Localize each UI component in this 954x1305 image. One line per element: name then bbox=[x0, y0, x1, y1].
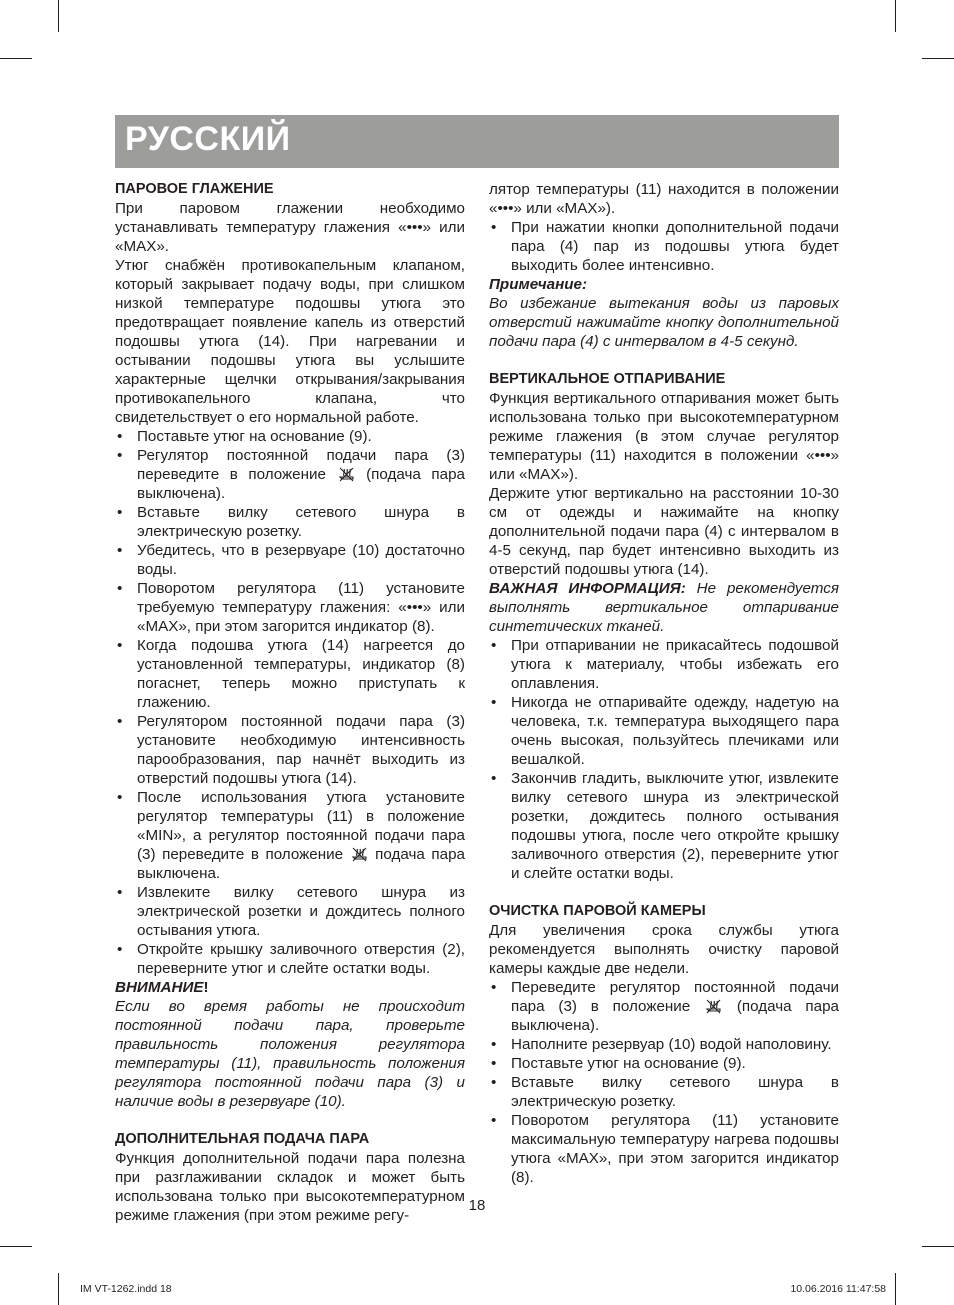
note-text: Во избежание вытекания воды из паровых отверстий нажимайте кнопку дополнительной подачи пара (4) с интервалом в 4-5 секунд. bbox=[489, 295, 839, 350]
crop-mark bbox=[922, 58, 954, 59]
important-text: Не рекомендуется выполнять вертикальное отпаривание синтетических тканей. bbox=[489, 580, 839, 635]
list-item-text: Извлеките вилку сетевого шнура из электрической розетки и дождитесь полного остывания утюга. bbox=[137, 884, 465, 939]
list-item bbox=[115, 427, 465, 446]
list-item bbox=[115, 541, 465, 579]
list-item-text: Вставьте вилку сетевого шнура в электрическую розетку. bbox=[511, 1074, 839, 1110]
list-item-text: При нажатии кнопки дополнительной подачи пара (4) пар из подошвы утюга будет выходить более интенсивно. bbox=[511, 219, 839, 274]
list-item bbox=[489, 1035, 839, 1054]
list-item-text: Регулятором постоянной подачи пара (3) установите необходимую интенсивность парообразования, пар начнёт выходить из отверстий подошвы утюга (14). bbox=[137, 713, 465, 787]
bullet: • bbox=[491, 979, 497, 996]
list-item-text: Закончив гладить, выключите утюг, извлеките вилку сетевого шнура из электрической розетки, дождитесь полного остывания подошвы утюга, после чего откройте крышку заливочного отверстия (2), переверните утюг и слейте остатки воды. bbox=[511, 770, 839, 882]
list-item-text: Откройте крышку заливочного отверстия (2), переверните утюг и слейте остатки воды. bbox=[137, 941, 465, 977]
list-item bbox=[489, 978, 839, 1035]
list-item-text: Когда подошва утюга (14) нагреется до установленной температуры, индикатор (8) погаснет, теперь можно приступать к глажению. bbox=[137, 637, 465, 711]
list-item-text: Наполните резервуар (10) водой наполовину. bbox=[511, 1036, 832, 1053]
steam-ironing-antidrip: Утюг снабжён противокапельным клапаном, который закрывает подачу воды, при слишком низкой температуре подошвы утюга это предотвращает появление капель из отверстий подошвы утюга (14). При нагревании и остывании подошвы утюга вы услышите характерные щелчки открывания/закрывания противокапельного клапана, что свидетельствует о его нормальной работе. bbox=[115, 257, 465, 426]
list-item-text: Поставьте утюг на основание (9). bbox=[511, 1055, 746, 1072]
vertical-text2: Держите утюг вертикально на расстоянии 10-30 см от одежды и нажимайте на кнопку дополнительной подачи пара (4) с интервалом в 4-5 секунд, пар будет интенсивно выходить из отверстий подошвы утюга (14). bbox=[489, 485, 839, 578]
bullet: • bbox=[117, 504, 123, 521]
bullet: • bbox=[491, 1074, 497, 1091]
list-item-text: Переведите регулятор постоянной подачи пара (3) в положение bbox=[511, 979, 839, 1015]
crop-mark bbox=[895, 1273, 896, 1305]
footer-datetime: 10.06.2016 11:47:58 bbox=[790, 1283, 886, 1295]
list-item bbox=[115, 788, 465, 883]
right-column bbox=[489, 180, 839, 1187]
warning-title: ВНИМАНИЕ bbox=[115, 979, 204, 996]
warning-heading bbox=[115, 978, 465, 997]
section-title-extra-steam: ДОПОЛНИТЕЛЬНАЯ ПОДАЧА ПАРА bbox=[115, 1131, 370, 1147]
cleaning-intro: Для увеличения срока службы утюга рекомендуется выполнять очистку паровой камеры каждые две недели. bbox=[489, 922, 839, 977]
bullet: • bbox=[117, 542, 123, 559]
list-item bbox=[489, 1054, 839, 1073]
list-item-text: подача пара выключена. bbox=[137, 846, 465, 882]
crop-mark bbox=[0, 1246, 32, 1247]
bullet: • bbox=[117, 884, 123, 901]
list-item bbox=[489, 1073, 839, 1111]
extra-steam-text-part1: Функция дополнительной подачи пара полезна при разглаживании складок и может быть использована только при высокотемпературном режиме глажения (при этом режиме регу- bbox=[115, 1150, 465, 1224]
list-item bbox=[489, 769, 839, 883]
bullet: • bbox=[117, 580, 123, 597]
left-column bbox=[115, 180, 465, 1225]
page-number: 18 bbox=[468, 1197, 486, 1214]
important-title: ВАЖНАЯ ИНФОРМАЦИЯ: bbox=[489, 580, 686, 597]
warning-text: Если во время работы не происходит постоянной подачи пара, проверьте правильность положения регулятора температуры (11), правильность положения регулятора постоянной подачи пара (3) и наличие воды в резервуаре (10). bbox=[115, 998, 465, 1110]
bullet: • bbox=[491, 637, 497, 654]
list-item-text: Поставьте утюг на основание (9). bbox=[137, 428, 372, 445]
list-item bbox=[489, 218, 839, 275]
bullet: • bbox=[491, 1055, 497, 1072]
section-title-cleaning: ОЧИСТКА ПАРОВОЙ КАМЕРЫ bbox=[489, 903, 706, 919]
bullet: • bbox=[117, 789, 123, 806]
list-item-text: После использования утюга установите регулятор температуры (11) в положение «MIN», а регулятор постоянной подачи пара (3) переведите в положение bbox=[137, 789, 465, 863]
crop-mark bbox=[58, 1273, 59, 1305]
section-title-steam-ironing: ПАРОВОЕ ГЛАЖЕНИЕ bbox=[115, 181, 274, 197]
list-item bbox=[115, 579, 465, 636]
list-item bbox=[115, 940, 465, 978]
important-info bbox=[489, 579, 839, 636]
bullet: • bbox=[491, 1112, 497, 1129]
list-item bbox=[115, 883, 465, 940]
vertical-text1: Функция вертикального отпаривания может быть использована только при высокотемпературном режиме глажения (в этом случае регулятор температуры (11) находится в положении «•••» или «MAX»). bbox=[489, 390, 839, 483]
extra-steam-text-part2: лятор температуры (11) находится в положении «•••» или «MAX»). bbox=[489, 181, 839, 217]
bullet: • bbox=[117, 447, 123, 464]
bullet: • bbox=[117, 428, 123, 445]
footer-file: IM VT-1262.indd 18 bbox=[80, 1283, 172, 1295]
crop-mark bbox=[922, 1246, 954, 1247]
list-item-text: Регулятор постоянной подачи пара (3) переведите в положение bbox=[137, 447, 465, 483]
language-banner bbox=[115, 115, 839, 168]
bullet: • bbox=[117, 941, 123, 958]
list-item-text: Никогда не отпаривайте одежду, надетую на человека, т.к. температура выходящего пара очень высокая, пользуйтесь плечиками или вешалкой. bbox=[511, 694, 839, 768]
bullet: • bbox=[491, 694, 497, 711]
steam-ironing-intro: При паровом глажении необходимо устанавливать температуру глажения «•••» или «MAX». bbox=[115, 200, 465, 255]
section-title-vertical: ВЕРТИКАЛЬНОЕ ОТПАРИВАНИЕ bbox=[489, 371, 726, 387]
list-item-text: Поворотом регулятора (11) установите требуемую температуру глажения: «•••» или «MAX», при этом загорится индикатор (8). bbox=[137, 580, 465, 635]
list-item bbox=[489, 636, 839, 693]
list-item-text: (подача пара выключена). bbox=[511, 998, 839, 1034]
list-item bbox=[115, 446, 465, 503]
list-item bbox=[489, 1111, 839, 1187]
note-title: Примечание: bbox=[489, 276, 588, 293]
list-item bbox=[115, 636, 465, 712]
bullet: • bbox=[491, 219, 497, 236]
list-item-text: При отпаривании не прикасайтесь подошвой утюга к материалу, чтобы избежать его оплавления. bbox=[511, 637, 839, 692]
list-item-text: Убедитесь, что в резервуаре (10) достаточно воды. bbox=[137, 542, 465, 578]
steam-off-icon bbox=[704, 998, 723, 1014]
list-item bbox=[489, 693, 839, 769]
steam-off-icon bbox=[337, 466, 356, 482]
crop-mark bbox=[0, 58, 32, 59]
list-item-text: Вставьте вилку сетевого шнура в электрическую розетку. bbox=[137, 504, 465, 540]
bullet: • bbox=[117, 713, 123, 730]
warning-mark: ! bbox=[203, 979, 209, 996]
language-title: РУССКИЙ bbox=[125, 120, 291, 158]
steam-off-icon bbox=[350, 846, 369, 862]
crop-mark bbox=[58, 0, 59, 32]
list-item-text: (подача пара выключена). bbox=[137, 466, 465, 502]
bullet: • bbox=[117, 637, 123, 654]
bullet: • bbox=[491, 770, 497, 787]
bullet: • bbox=[491, 1036, 497, 1053]
list-item bbox=[115, 712, 465, 788]
list-item-text: Поворотом регулятора (11) установите максимальную температуру нагрева подошвы утюга «MAX», при этом загорится индикатор (8). bbox=[511, 1112, 839, 1186]
crop-mark bbox=[895, 0, 896, 32]
list-item bbox=[115, 503, 465, 541]
